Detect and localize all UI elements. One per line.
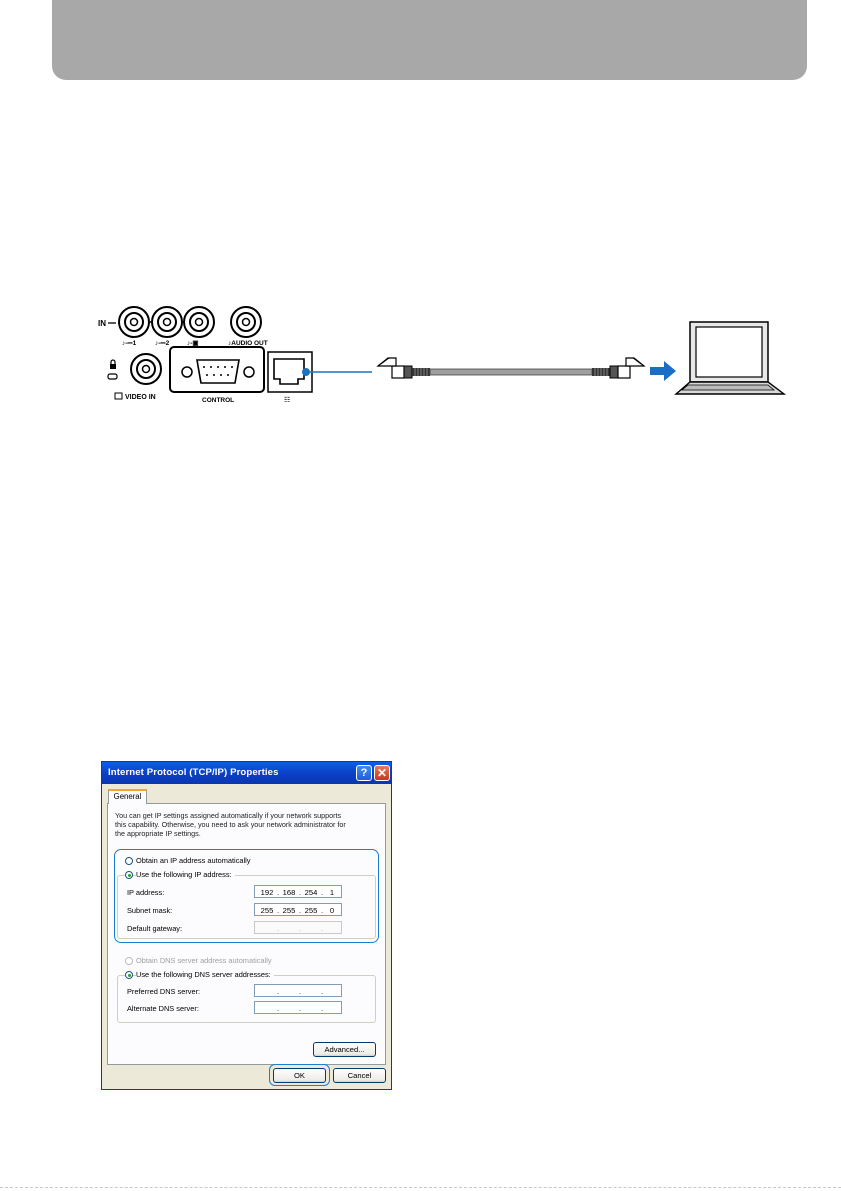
- ip-octet: 192: [260, 887, 274, 897]
- obtain-dns-auto-radio[interactable]: [125, 957, 133, 965]
- video-in-label-group: [115, 393, 156, 401]
- mask-octet: 255: [282, 905, 296, 915]
- video-in-label: VIDEO IN: [125, 394, 156, 401]
- lan-port: [268, 352, 312, 392]
- video-in-jack: [131, 354, 161, 384]
- audio-in-1-label: ♪-⎓1: [122, 340, 137, 347]
- mask-octet: 0: [329, 905, 335, 915]
- octet-separator: .: [320, 905, 324, 915]
- lan-label: ☷: [284, 396, 291, 404]
- octet-separator: .: [320, 1003, 324, 1013]
- dialog-titlebar[interactable]: [102, 762, 391, 784]
- obtain-ip-auto-label[interactable]: Obtain an IP address automatically: [136, 856, 251, 865]
- laptop-computer-icon: [676, 322, 784, 394]
- lan-cable: [378, 358, 644, 378]
- octet-separator: .: [298, 986, 302, 996]
- audio-out-label: ♪AUDIO OUT: [228, 340, 268, 347]
- default-gateway-label: Default gateway:: [127, 924, 183, 933]
- page-header-band: [52, 0, 807, 80]
- octet-separator: .: [320, 986, 324, 996]
- preferred-dns-label: Preferred DNS server:: [127, 987, 201, 996]
- audio-in-1-jack: [119, 307, 149, 337]
- tab-general[interactable]: General: [108, 789, 147, 804]
- subnet-mask-label: Subnet mask:: [127, 906, 173, 915]
- mask-octet: 255: [304, 905, 318, 915]
- advanced-button[interactable]: Advanced...: [313, 1042, 376, 1057]
- octet-separator: .: [276, 923, 280, 933]
- octet-separator: .: [298, 887, 302, 897]
- ok-button[interactable]: OK: [273, 1068, 326, 1083]
- octet-separator: .: [276, 887, 280, 897]
- tcpip-properties-dialog: [101, 761, 392, 1090]
- octet-separator: .: [298, 905, 302, 915]
- use-following-dns-radio[interactable]: [125, 971, 133, 979]
- audio-in-2-jack: [152, 307, 182, 337]
- description-line: the appropriate IP settings.: [115, 829, 201, 838]
- arrow-right-icon: [650, 361, 676, 381]
- in-label: IN: [98, 319, 106, 328]
- alternate-dns-field[interactable]: [254, 1001, 342, 1014]
- audio-in-2-label: ♪-⎓2: [155, 340, 170, 347]
- ok-button-highlight: [269, 1064, 330, 1086]
- description-line: this capability. Otherwise, you need to ask your network administrator for: [115, 820, 346, 829]
- use-following-dns-label[interactable]: Use the following DNS server addresses:: [136, 970, 274, 979]
- ip-octet: 168: [282, 887, 296, 897]
- octet-separator: .: [276, 1003, 280, 1013]
- control-port: [170, 347, 264, 392]
- page-bottom-rule: [0, 1187, 841, 1188]
- ip-settings-highlight: [114, 849, 379, 943]
- ip-address-label: IP address:: [127, 888, 165, 897]
- dialog-description: [115, 811, 375, 838]
- octet-separator: .: [276, 986, 280, 996]
- mask-octet: 255: [260, 905, 274, 915]
- close-button[interactable]: ✕: [374, 765, 390, 781]
- alternate-dns-label: Alternate DNS server:: [127, 1004, 199, 1013]
- octet-separator: .: [320, 887, 324, 897]
- obtain-dns-auto-label[interactable]: Obtain DNS server address automatically: [136, 956, 272, 965]
- ip-octet: 1: [329, 887, 335, 897]
- octet-separator: .: [320, 923, 324, 933]
- cancel-button[interactable]: Cancel: [333, 1068, 386, 1083]
- help-button[interactable]: ?: [356, 765, 372, 781]
- audio-out-jack: [231, 307, 261, 337]
- description-line: You can get IP settings assigned automatically if your network supports: [115, 811, 342, 820]
- use-following-ip-label[interactable]: Use the following IP address:: [136, 870, 235, 879]
- ip-octet: 254: [304, 887, 318, 897]
- octet-separator: .: [298, 1003, 302, 1013]
- lan-connection-illustration: [98, 296, 788, 411]
- control-label: CONTROL: [202, 397, 235, 404]
- kensington-lock-icon: [108, 360, 117, 379]
- dns-group: [117, 975, 376, 1023]
- audio-in-video-jack: [184, 307, 214, 337]
- audio-in-video-label: ♪-▣: [187, 340, 199, 347]
- preferred-dns-field[interactable]: [254, 984, 342, 997]
- octet-separator: .: [298, 923, 302, 933]
- octet-separator: .: [276, 905, 280, 915]
- dialog-title: Internet Protocol (TCP/IP) Properties: [108, 767, 279, 778]
